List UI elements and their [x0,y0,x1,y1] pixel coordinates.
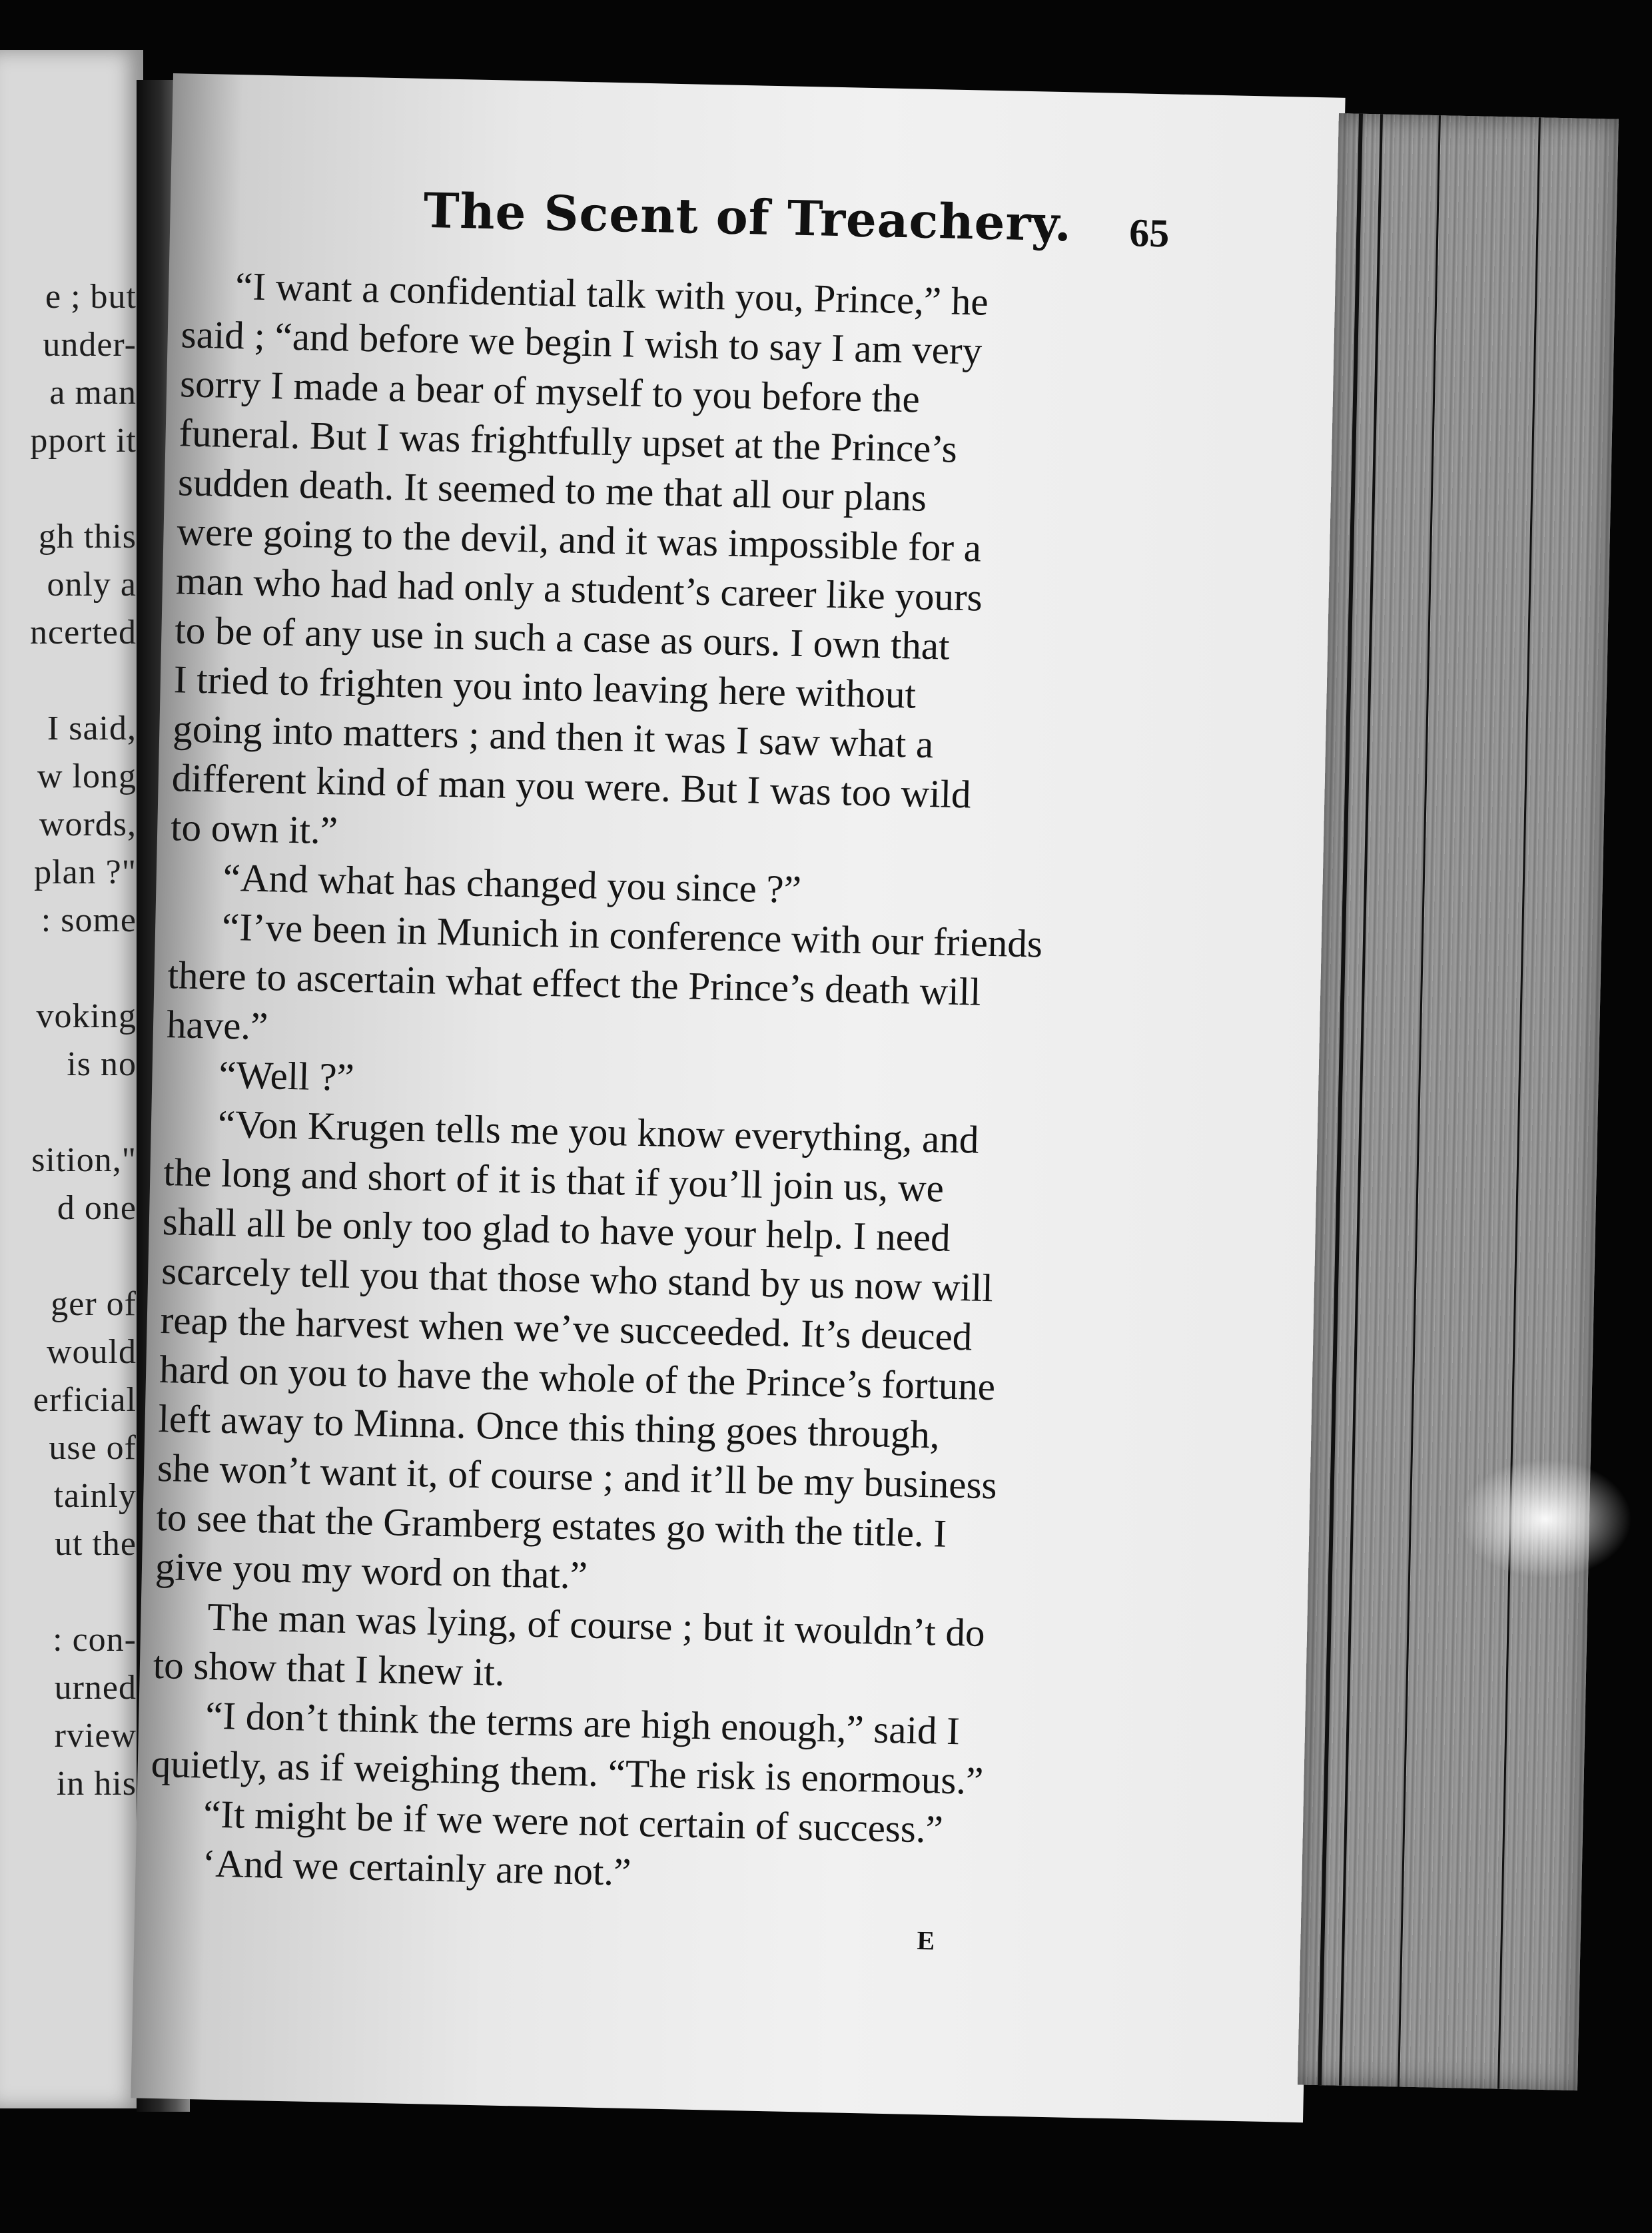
text-line: have.” [166,1002,269,1049]
text-line: going into matters ; and then it was I saw what a [172,706,934,767]
left-fragment-line: would [47,1333,137,1371]
left-fragment-line: I said, [47,709,137,747]
text-line: different kind of man you were. But I was too wild [171,755,972,817]
text-line: “I want a confidential talk with you, Prince,” he [234,264,989,324]
text-line: “Well ?” [218,1052,355,1100]
text-line: she won’t want it, of course ; and it’ll be my business [157,1445,998,1508]
running-head: The Scent of Treachery. [422,181,1072,252]
left-fragment-line: only a [47,566,137,604]
text-line: to show that I knew it. [153,1642,506,1694]
left-fragment-line: under- [43,326,137,364]
text-line: “I don’t think the terms are high enough,” said I [205,1693,961,1753]
left-fragment-line: plan ?" [34,853,137,891]
left-fragment-line: ut the [55,1525,137,1563]
text-line: “I’ve been in Munich in conference with our friends [221,904,1043,966]
left-fragment-line: : some [41,901,137,939]
left-fragment-line: pport it [30,422,137,460]
text-line: give you my word on that.” [155,1544,588,1597]
left-fragment-line [0,465,137,513]
page-number: 65 [1128,211,1170,256]
text-line: sudden death. It seemed to me that all our plans [177,460,927,520]
left-fragment-line: urned [54,1669,137,1707]
left-fragment-line: gh this [38,518,137,556]
text-line: quietly, as if weighing them. “The risk is enormous.” [151,1741,984,1803]
left-fragment-line: erficial [33,1381,137,1419]
left-fragment-line [0,1232,137,1280]
left-fragment-line: words, [39,805,137,843]
text-line: The man was lying, of course ; but it wouldn’t do [206,1594,986,1655]
text-line: shall all be only too glad to have your help. I need [162,1199,951,1260]
left-fragment-line: ncerted [29,614,137,652]
signature-mark: E [917,1925,935,1956]
left-fragment-line: tainly [53,1477,137,1515]
text-line: said ; “and before we begin I wish to say I am very [181,312,983,373]
text-line: “Von Krugen tells me you know everything, and [217,1101,980,1162]
left-fragment-line: in his [56,1765,137,1803]
text-line: hard on you to have the whole of the Prince’s fortune [159,1346,996,1409]
text-line: I tried to frighten you into leaving here without [173,657,917,717]
text-line: scarcely tell you that those who stand by us now will [161,1248,994,1310]
left-fragment-line: : con- [53,1621,137,1659]
text-line: the long and short of it is that if you’ll join us, we [163,1150,945,1210]
left-fragment-line [0,1568,137,1616]
body-text [149,260,1142,1907]
left-fragment-line: d one [57,1189,137,1227]
page-edges [1298,113,1619,2090]
left-fragment-line: e ; but [45,278,137,316]
left-fragment-line: sition," [31,1141,137,1179]
left-fragment-line: ger of [51,1285,137,1323]
text-line: reap the harvest when we’ve succeeded. It’s deuced [160,1298,973,1359]
left-page-text-fragments [0,273,137,1808]
left-fragment-line: use of [49,1429,137,1467]
text-line: were going to the devil, and it was impossible for a [176,509,982,570]
right-page [131,73,1345,2122]
text-line: “And what has changed you since ?” [222,855,802,912]
left-fragment-line: rview [54,1717,137,1755]
text-line: to be of any use in such a case as ours. I own that [174,608,951,668]
left-fragment-line: a man [49,374,137,412]
text-line: to see that the Gramberg estates go with the title. I [155,1494,947,1556]
left-fragment-line [0,1089,137,1136]
text-line: funeral. But I was frightfully upset at the Prince’s [179,410,958,471]
left-fragment-line: w long [37,757,137,795]
text-line: ‘And we certainly are not.” [202,1841,632,1894]
light-glare [1459,1459,1632,1579]
text-line: there to ascertain what effect the Prince’s death will [167,953,982,1014]
text-line: left away to Minna. Once this thing goes through, [158,1396,941,1457]
left-fragment-line [0,657,137,705]
left-fragment-line [0,945,137,993]
left-fragment-line: is no [67,1045,137,1083]
text-line: man who had had only a student’s career like yours [175,558,983,620]
text-line: to own it.” [170,805,338,853]
text-line: sorry I made a bear of myself to you before the [179,361,921,421]
left-facing-page [0,50,143,2108]
left-fragment-line: voking [36,997,137,1035]
text-line: “It might be if we were not certain of success.” [203,1791,944,1851]
